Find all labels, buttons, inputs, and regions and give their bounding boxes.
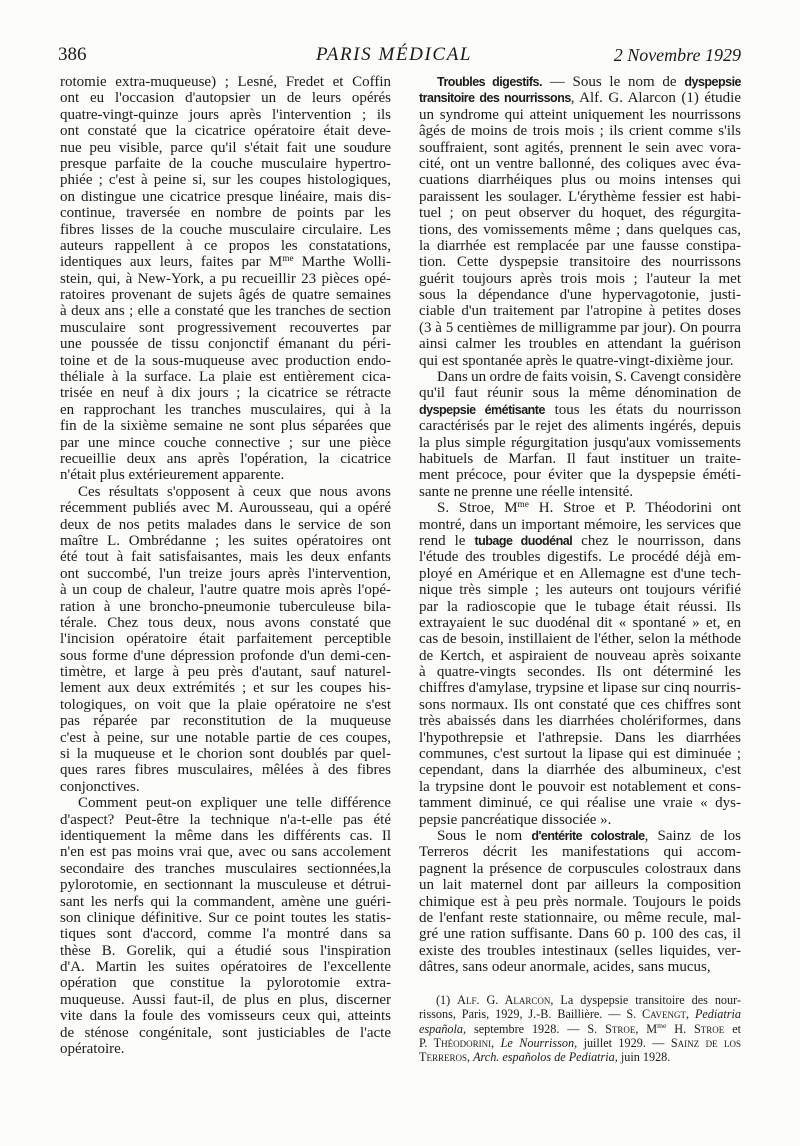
paragraph [60, 484, 391, 795]
line-text: chiffres d'amylase, trypsine et lipase sur cinq nourris- [419, 680, 741, 697]
text-line [419, 254, 741, 270]
line-text: la diarrhée est remplacée par une fausse constipa- [419, 237, 741, 254]
text-line [419, 140, 741, 156]
line-text [437, 828, 741, 844]
paragraph [419, 828, 741, 976]
text-line [419, 189, 741, 205]
text-line [60, 959, 391, 975]
line-text: recueillie deux ans après l'opération, la cicatrice [60, 450, 391, 467]
text-line [419, 238, 741, 254]
text-line [60, 385, 391, 401]
italic-title: Arch. españolos de Pediatria [473, 1050, 615, 1065]
line-text: on distingue une cicatrice presque linéaire, mais dis- [60, 188, 391, 205]
text-line [419, 107, 741, 123]
line-text: c'est à peine, sur une notable partie de ces coupes, [60, 729, 391, 746]
bold-term: tubage duodénal [474, 533, 573, 548]
text-line [419, 467, 741, 483]
line-text: habituels de Marfan. Il faut instituer un traite- [419, 450, 741, 467]
line-text: la plus simple régurgitation jusqu'aux vomissements [419, 434, 741, 451]
text-run: , Sainz de los [644, 827, 741, 844]
text-run: (1) [436, 993, 458, 1007]
line-text: souffraient, sont agités, prennent le sein avec vora- [419, 139, 741, 156]
line-text: tuel ; on peut observer du hoquet, des régurgita- [419, 205, 741, 222]
superscript: me [282, 254, 294, 265]
text-run: Marthe Wolli- [293, 254, 392, 271]
text-line [419, 74, 741, 90]
line-text: ont succombé, l'un treize jours après l'intervention, [60, 565, 391, 582]
line-text: ont eu l'occasion d'autopsier un de leurs opérés [60, 90, 391, 107]
text-line [60, 566, 391, 582]
line-text: pylorotomie, en sectionnant la musculeuse et détrui- [60, 877, 391, 894]
line-text: d'aspect? Peut-être la technique n'a-t-elle pas été [60, 811, 391, 828]
text-line [60, 795, 391, 811]
text-line [60, 336, 391, 352]
text-line [60, 615, 391, 631]
line-text: par une mince couche connective ; sur une pièce [60, 434, 391, 451]
text-line [60, 648, 391, 664]
text-line [419, 910, 741, 926]
line-text: Dans un ordre de faits voisin, S. Cavengt considère [437, 369, 741, 386]
italic-title: Le Nourrisson [500, 1035, 575, 1050]
line-text: thèse B. Gorelik, qui a étudié sous l'inspiration [60, 942, 391, 959]
line-text: à quatre-vingts secondes. Ils ont déterminé les [419, 664, 741, 681]
line-text: été tout à fait satisfaisantes, mais les deux enfants [60, 549, 391, 566]
text-line [419, 369, 741, 385]
line-text: presque parfaite de la couche musculaire hypertro- [60, 155, 391, 172]
line-text: montré, dans un important mémoire, les services que [419, 516, 741, 533]
text-line [60, 533, 391, 549]
text-line [60, 861, 391, 877]
footnote-line [419, 1022, 741, 1036]
text-line [60, 303, 391, 319]
small-caps-name: S. Cavengt [626, 1007, 687, 1022]
text-line [60, 320, 391, 336]
text-run: tous les états du nourrisson [544, 401, 742, 418]
line-text: stein, qui, à New-York, a pu recueillir 23 pièces opé- [60, 270, 391, 287]
text-run: rend le [419, 532, 475, 549]
text-line [419, 320, 741, 336]
text-line [60, 140, 391, 156]
text-line [60, 189, 391, 205]
line-text: ration à une broncho-pneumonie tuberculeuse bila- [60, 598, 391, 615]
text-line [419, 582, 741, 598]
line-text: musculaire sont progressivement recouvertes par [60, 319, 391, 336]
text-line [419, 943, 741, 959]
line-text: opératoire. [60, 1041, 125, 1058]
line-text: sons normaux. Ils ont constaté que ces chiffres sont [419, 696, 741, 713]
text-run: et [724, 1021, 742, 1036]
text-line [419, 271, 741, 287]
text-line [60, 517, 391, 533]
text-line [60, 910, 391, 926]
text-line [60, 467, 391, 483]
line-text: qu'il faut réunir sous la même dénomination de [419, 385, 741, 402]
text-line [60, 74, 391, 90]
text-line [419, 205, 741, 221]
line-text: sous la dépendance d'une hypervagotonie, justi- [419, 287, 741, 304]
line-text: n'en est pas moins vrai que, avec ou sans accolement [60, 844, 391, 861]
right-column [419, 74, 741, 975]
text-line [419, 566, 741, 582]
text-line [419, 697, 741, 713]
text-run: — Sous le nom de [541, 74, 685, 90]
text-line [419, 336, 741, 352]
line-text: qui est spontanée après le quatre-vingt-dixième jour. [419, 352, 734, 369]
line-text: conjonctives. [60, 778, 140, 795]
line-text: tion. Cette dyspepsie transitoire des nourrissons [419, 254, 741, 271]
line-text: paraissent les soulager. L'érythème fessier est habi- [419, 188, 741, 205]
text-run: , [491, 1035, 501, 1050]
line-text: fibres lisses de la couche musculaire circulaire. Les [60, 221, 391, 238]
line-text: tiques sont d'accord, comme l'a montré dans sa [60, 926, 391, 943]
text-line [60, 222, 391, 238]
line-text: fin de la sixième semaine ne sont plus séparées que [60, 418, 391, 435]
text-line [419, 484, 741, 500]
line-text: de Kertch, et aspiraient de nouveau après soixante [419, 647, 741, 664]
text-line [419, 287, 741, 303]
text-run: , Alf. G. Alarcon (1) étudie [570, 90, 741, 107]
text-line [60, 762, 391, 778]
text-line [419, 861, 741, 877]
text-line [419, 762, 741, 778]
text-line [60, 451, 391, 467]
text-line [60, 713, 391, 729]
text-line [60, 435, 391, 451]
text-line [60, 697, 391, 713]
line-text: timètre, et large à peu près d'autant, sauf naturel- [60, 664, 391, 681]
text-line [60, 369, 391, 385]
text-line [419, 303, 741, 319]
text-line [419, 795, 741, 811]
text-line [419, 615, 741, 631]
line-text: secondaire des tranches musculaires sectionnées,la [60, 860, 391, 877]
footnote-line [419, 1036, 741, 1050]
line-text: sant les nerfs qui la commandent, amène une guéri- [60, 893, 391, 910]
text-line [419, 828, 741, 844]
text-line [60, 271, 391, 287]
text-line [60, 992, 391, 1008]
line-text: muqueuse. Aussi faut-il, de plus en plus, discerner [60, 991, 391, 1008]
small-caps-name: H. Stroe [674, 1021, 725, 1036]
text-run: , La dyspepsie transitoire des nour- [550, 993, 741, 1007]
line-text: tologiques, on voit que la plaie opératoire ne s'est [60, 696, 391, 713]
line-text: d'A. Martin les suites opératoires de l'excellente [60, 959, 391, 976]
line-text: cité, ont un ventre ballonné, des coliques avec éva- [419, 155, 741, 172]
line-text: continue, traversée en nombre de points par les [60, 205, 391, 222]
line-text: identiquement la même dans les différents cas. Il [60, 827, 391, 844]
line-text: pas réparée par reconstitution de la muqueuse [60, 713, 391, 730]
bold-term: d'entérite colostrale [531, 828, 645, 843]
line-text: cuations diarrhéiques plus ou moins intenses qui [419, 172, 741, 189]
line-text: par la radioscopie que le tubage était réussi. Ils [419, 598, 741, 615]
line-text: phiée ; c'est à peine si, sur les coupes histologiques, [60, 172, 391, 189]
text-run: chez le nourrisson, dans [572, 532, 741, 549]
line-text: son clinique définitive. Sur ce point toutes les statis- [60, 909, 391, 926]
text-run: , M [635, 1021, 658, 1036]
text-line [60, 582, 391, 598]
line-text: trisée en neuf à dix jours ; la cicatrice se rétracte [60, 385, 391, 402]
text-line [60, 549, 391, 565]
text-line [419, 222, 741, 238]
bold-term: transitoire des nourrissons [419, 91, 571, 106]
line-text: très abaissés dans les diarrhées cholériformes, dans [419, 713, 741, 730]
line-text: vite dans la foule des vomisseurs ceux qui, atteints [60, 1008, 391, 1025]
text-line [60, 353, 391, 369]
text-line [419, 353, 741, 369]
line-text: récemment publiés avec M. Aurousseau, qui a opéré [60, 500, 391, 517]
text-line [60, 812, 391, 828]
text-line [419, 779, 741, 795]
text-line [60, 877, 391, 893]
line-text [436, 993, 741, 1007]
line-text: cependant, dans la diarrhée des albumineux, c'est [419, 762, 741, 779]
paragraph [60, 795, 391, 1057]
line-text: opération que constitue la pylorotomie extra- [60, 975, 391, 992]
line-text [419, 90, 741, 106]
text-line [419, 680, 741, 696]
text-line [419, 959, 741, 975]
text-line [60, 123, 391, 139]
line-text: sante ne prenne une réelle intensité. [419, 483, 634, 500]
text-line [60, 1041, 391, 1057]
line-text: ont constaté que la cicatrice opératoire était deve- [60, 123, 391, 140]
line-text: (3 à 5 centièmes de milligramme par jour). On pourra [419, 319, 741, 336]
text-run: , [466, 1050, 474, 1065]
line-text: cas de besoin, instillaient de l'éther, selon la méthode [419, 631, 741, 648]
text-line [419, 435, 741, 451]
line-text: tamment diminué, ce qui réalise une vraie « dys- [419, 795, 741, 812]
text-line [419, 926, 741, 942]
line-text: existe des troubles intestinaux (selles liquides, ver- [419, 942, 741, 959]
line-text: pagnent la présence de corpuscules colostraux dans [419, 860, 741, 877]
line-text: toine et de la sous-muqueuse avec production endo- [60, 352, 391, 369]
line-text: deux de nos petits malades dans le service de son [60, 516, 391, 533]
line-text: si la muqueuse et le chorion sont doublés par quel- [60, 746, 391, 763]
text-line [60, 844, 391, 860]
text-line [419, 517, 741, 533]
line-text: ainsi calmer les troubles en attendant la guérison [419, 336, 741, 353]
text-line [60, 894, 391, 910]
text-line [419, 90, 741, 106]
small-caps-name: S. Stroe [587, 1021, 636, 1036]
text-line [419, 500, 741, 516]
small-caps-name: Sainz de los [670, 1035, 742, 1050]
text-line [419, 418, 741, 434]
text-line [419, 730, 741, 746]
line-text: pepsie pancréatique dissociée ». [419, 811, 612, 828]
small-caps-name: P. Théodorini [419, 1035, 492, 1050]
line-text: guérit toujours après trois mois ; l'auteur la met [419, 270, 741, 287]
line-text: quatre-vingt-quinze jours après l'intervention ; ils [60, 106, 391, 123]
superscript: me [517, 500, 529, 511]
bold-term: dyspepsie émétisante [419, 402, 545, 417]
line-text: en rapprochant les tranches musculaires, qui à la [60, 401, 391, 418]
line-text: de l'enfant reste stationnaire, ou même recule, mal- [419, 909, 741, 926]
text-line [60, 484, 391, 500]
line-text: tions, des vomissements même ; dans quelques cas, [419, 221, 741, 238]
line-text [60, 254, 391, 270]
footnote-line [419, 1007, 741, 1021]
line-text: sous forme d'une dépression profonde d'un demi-cen- [60, 647, 391, 664]
line-text: rotomie extra-muqueuse) ; Lesné, Fredet et Coffin [60, 74, 391, 90]
line-text: une poussée de tissu conjonctif émanant du péri- [60, 336, 391, 353]
line-text [437, 74, 741, 90]
line-text: ratoires provenant de sujets âgés de quatre semaines [60, 287, 391, 304]
line-text: de sténose congénitale, sont justiciables de l'acte [60, 1024, 391, 1041]
text-line [419, 713, 741, 729]
text-run: H. Stroe et P. Théodorini ont [528, 500, 741, 517]
text-line [60, 205, 391, 221]
line-text: caractérisés par le rejet des aliments ingérés, depuis [419, 418, 741, 435]
text-line [419, 664, 741, 680]
text-line [419, 599, 741, 615]
footnote-line [419, 993, 741, 1007]
line-text: maître L. Ombrédanne ; les suites opératoires ont [60, 532, 391, 549]
line-text [419, 402, 741, 418]
text-line [60, 156, 391, 172]
small-caps-name: Terreros [419, 1050, 467, 1065]
text-line [60, 238, 391, 254]
text-line [60, 500, 391, 516]
text-line [60, 418, 391, 434]
left-column [60, 74, 391, 1057]
line-text: térale. Chez tous deux, nous avons constaté que [60, 614, 391, 631]
text-line [60, 90, 391, 106]
line-text: lement aux deux extrémités ; et sur les coupes his- [60, 680, 391, 697]
text-line [60, 828, 391, 844]
text-line [419, 894, 741, 910]
text-run: S. Stroe, M [437, 500, 518, 517]
text-line [419, 844, 741, 860]
paragraph [419, 369, 741, 500]
text-line [419, 877, 741, 893]
paragraph [419, 500, 741, 828]
line-text: extrayaient le suc duodénal dit « spontané » et, en [419, 614, 741, 631]
line-text: gré une ration suffisante. Dans 60 p. 100 des cas, il [419, 926, 741, 943]
text-line [419, 451, 741, 467]
text-line [60, 599, 391, 615]
text-line [60, 779, 391, 795]
line-text: Comment peut-on expliquer une telle différence [78, 795, 391, 812]
page-number: 386 [58, 44, 87, 65]
issue-date: 2 Novembre 1929 [613, 45, 741, 65]
text-line [60, 254, 391, 270]
line-text [437, 500, 741, 516]
text-run: identiques aux leurs, faites par M [60, 254, 283, 271]
line-text [419, 533, 741, 549]
text-line [60, 730, 391, 746]
text-line [60, 107, 391, 123]
text-line [419, 549, 741, 565]
text-line [60, 172, 391, 188]
text-run: , [686, 1007, 695, 1022]
text-line [419, 172, 741, 188]
paragraph [419, 74, 741, 369]
text-line [60, 664, 391, 680]
line-text: n'était plus extérieurement apparente. [60, 467, 285, 484]
footnote-line [419, 1050, 741, 1064]
line-text: à deux ans ; elle a constaté que les tranches de section [60, 303, 391, 320]
text-run: , juillet 1929. — [574, 1035, 671, 1050]
bold-term: Troubles digestifs. [437, 75, 542, 89]
small-caps-name: Alf. G. Alarcon [457, 993, 551, 1007]
line-text [419, 1050, 670, 1064]
line-text [419, 1007, 741, 1021]
text-line [419, 631, 741, 647]
line-text: ment précoce, pour éviter que la dyspepsie éméti- [419, 467, 741, 484]
line-text: ques rares fibres musculaires, mêlées à des fibres [60, 762, 391, 779]
text-run: rissons, Paris, 1929, J.-B. Baillière. — [419, 1007, 627, 1022]
line-text: un lait maternel dont par ailleurs la composition [419, 877, 741, 894]
line-text: un syndrome qui atteint uniquement les nourrissons [419, 106, 741, 123]
text-line [60, 943, 391, 959]
line-text: l'hypothrepsie et l'athrepsie. Dans les diarrhées [419, 729, 741, 746]
line-text [419, 1036, 741, 1050]
line-text: auteurs rappellent à ce propos les constatations, [60, 237, 391, 254]
text-line [419, 533, 741, 549]
text-line [419, 746, 741, 762]
text-line [419, 156, 741, 172]
journal-title: PARIS MÉDICAL [316, 44, 473, 65]
line-text: chimique est à peu près normale. Toujours le poids [419, 893, 741, 910]
line-text: l'incision opératoire était parfaitement perceptible [60, 631, 391, 648]
text-line [60, 1008, 391, 1024]
text-line [419, 123, 741, 139]
line-text: théliale à la surface. La plaie est entièrement cica- [60, 369, 391, 386]
text-line [419, 812, 741, 828]
line-text: ployé en Amérique et en Allemagne est d'une tech- [419, 565, 741, 582]
line-text: Terreros décrit les manifestations qui accom- [419, 844, 741, 861]
text-line [419, 648, 741, 664]
line-text: communes, c'est surtout la lipase qui est diminuée ; [419, 746, 741, 763]
text-line [60, 402, 391, 418]
text-line [60, 680, 391, 696]
text-line [419, 385, 741, 401]
line-text [419, 1022, 741, 1036]
italic-title: Pediatria [694, 1007, 741, 1022]
text-line [60, 926, 391, 942]
text-line [60, 746, 391, 762]
line-text: la trypsine dont le pouvoir est notablement et cons- [419, 778, 741, 795]
text-line [60, 975, 391, 991]
line-text: Ces résultats s'opposent à ceux que nous avons [78, 483, 391, 500]
line-text: nique très simple ; les auteurs ont toujours vérifié [419, 582, 741, 599]
footnote [419, 993, 741, 1064]
paragraph [60, 74, 391, 484]
text-line [60, 287, 391, 303]
italic-title: española [419, 1021, 464, 1036]
line-text: nue peu visible, parce qu'il s'était fait une soudure [60, 139, 391, 156]
line-text: l'étude des troubles digestifs. Le procédé déjà em- [419, 549, 741, 566]
text-line [419, 402, 741, 418]
text-line [60, 631, 391, 647]
bold-term: dyspepsie [684, 75, 741, 89]
text-run: , septembre 1928. — [463, 1021, 588, 1036]
line-text: à un coup de chaleur, l'autre quatre mois après l'opé- [60, 582, 391, 599]
text-line [60, 1025, 391, 1041]
text-run: , juin 1928. [614, 1050, 671, 1065]
superscript: me [657, 1020, 667, 1030]
line-text: âgés de moins de trois mois ; ils crient comme s'ils [419, 123, 741, 140]
text-run: Sous le nom [437, 827, 532, 844]
line-text: dâtres, sans odeur anormale, acides, sans mucus, [419, 959, 711, 976]
line-text: ciable d'un traitement par l'atropine à petites doses [419, 303, 741, 320]
